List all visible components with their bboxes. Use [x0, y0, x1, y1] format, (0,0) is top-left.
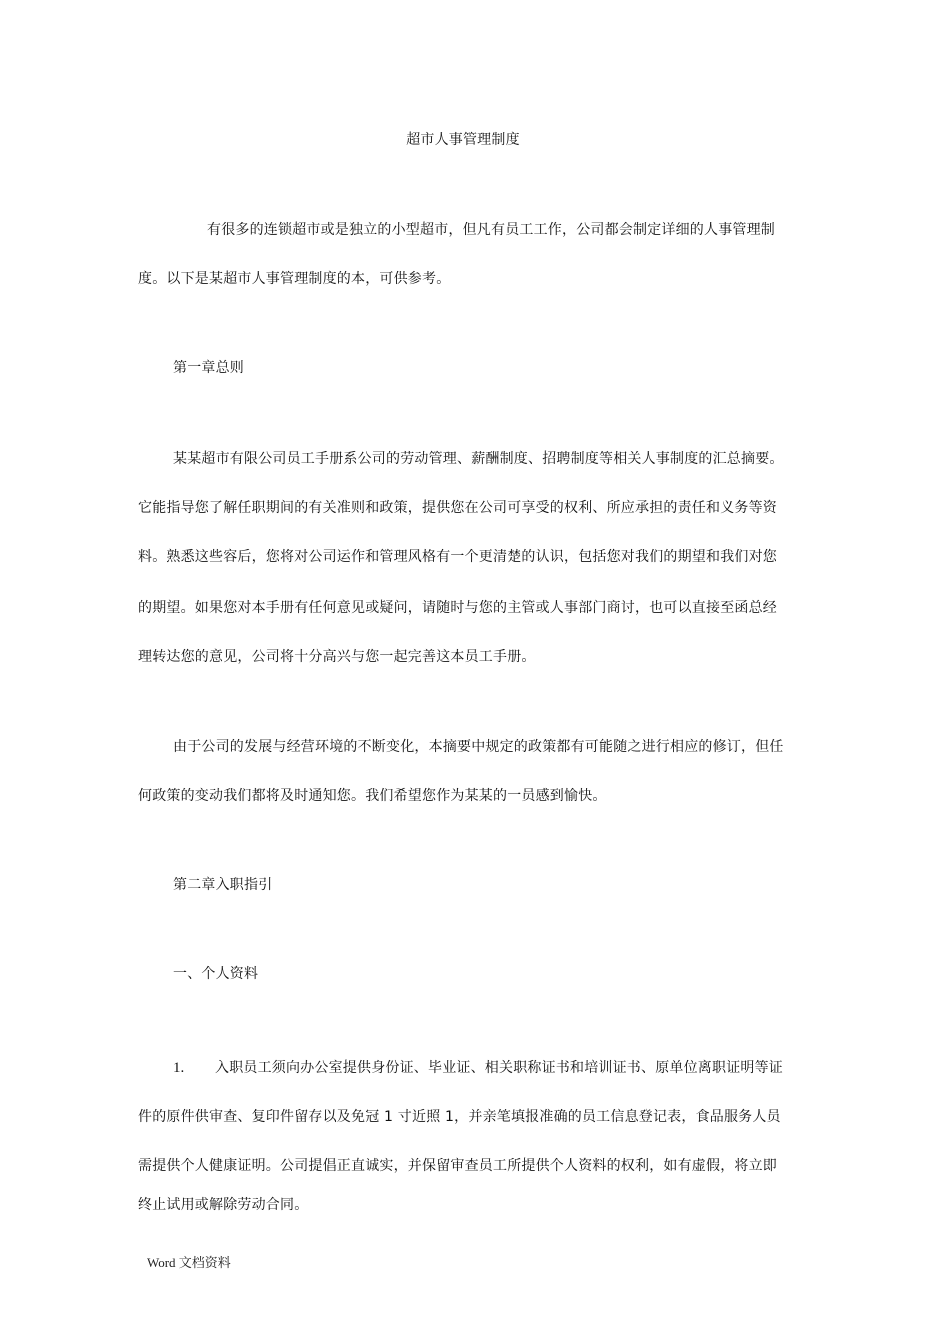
chapter1-para1-line: 某某超市有限公司员工手册系公司的劳动管理、薪酬制度、招聘制度等相关人事制度的汇总摘要。: [173, 451, 784, 467]
chapter1-para1-line: 它能指导您了解任职期间的有关准则和政策，提供您在公司可享受的权利、所应承担的责任和义务等资: [138, 500, 777, 516]
item1-line: 入职员工须向办公室提供身份证、毕业证、相关职称证书和培训证书、原单位离职证明等证: [215, 1060, 783, 1076]
item1-line: 终止试用或解除劳动合同。: [138, 1197, 309, 1213]
chapter1-para2-line: 何政策的变动我们都将及时通知您。我们希望您作为某某的一员感到愉快。: [138, 788, 607, 804]
chapter1-para1-line: 料。熟悉这些容后，您将对公司运作和管理风格有一个更清楚的认识，包括您对我们的期望和我们对您: [138, 549, 777, 565]
document-title: 超市人事管理制度: [406, 132, 520, 148]
chapter1-heading: 第一章总则: [173, 360, 244, 376]
intro-line-2: 度。以下是某超市人事管理制度的本，可供参考。: [138, 271, 451, 287]
chapter1-para1-line: 理转达您的意见，公司将十分高兴与您一起完善这本员工手册。: [138, 649, 536, 665]
item1-number: 1.: [173, 1060, 185, 1076]
page-footer: Word 文档资料: [147, 1255, 231, 1270]
section1-heading: 一、个人资料: [173, 966, 259, 982]
intro-line-1: 有很多的连锁超市或是独立的小型超市，但凡有员工工作，公司都会制定详细的人事管理制: [207, 222, 775, 238]
item1-line: 件的原件供审查、复印件留存以及免冠 1 寸近照 1，并亲笔填报准确的员工信息登记表，食品服务人员: [138, 1109, 781, 1125]
chapter2-heading: 第二章入职指引: [173, 877, 273, 893]
chapter1-para1-line: 的期望。如果您对本手册有任何意见或疑问，请随时与您的主管或人事部门商讨，也可以直接至函总经: [138, 600, 777, 616]
item1-line: 需提供个人健康证明。公司提倡正直诚实，并保留审查员工所提供个人资料的权利，如有虚假，将立即: [138, 1158, 777, 1174]
chapter1-para2-line: 由于公司的发展与经营环境的不断变化，本摘要中规定的政策都有可能随之进行相应的修订，但任: [173, 739, 784, 755]
